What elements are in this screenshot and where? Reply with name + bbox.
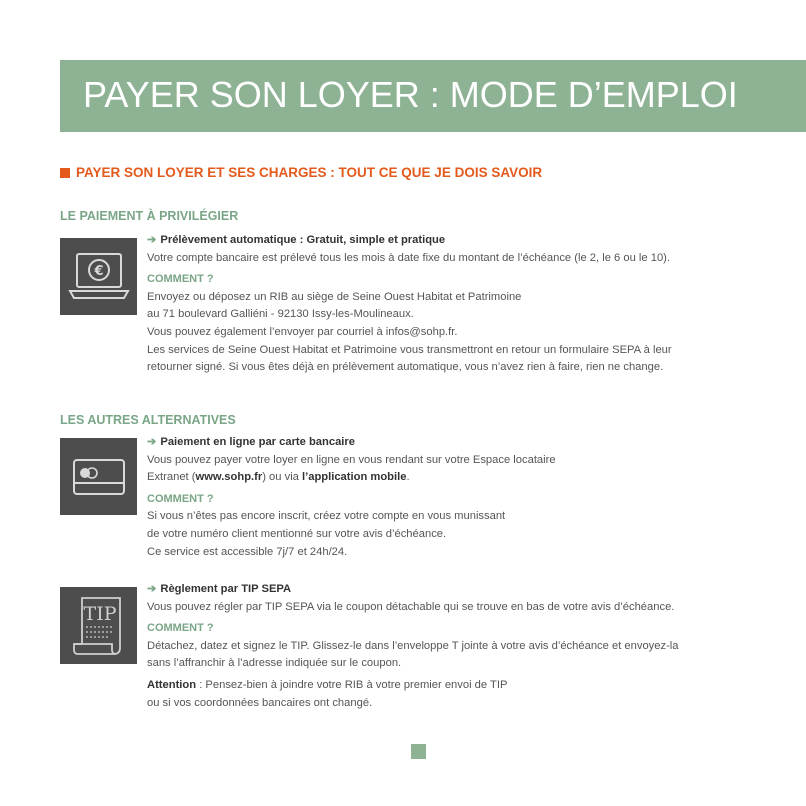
section-heading bbox=[60, 165, 542, 180]
comment-label: COMMENT ? bbox=[147, 273, 214, 286]
square-bullet-icon bbox=[60, 168, 70, 178]
preferred-payment-description: Votre compte bancaire est prélevé tous les mois à date fixe du montant de l’échéance (le 2, le 6 ou le 10). bbox=[147, 251, 671, 264]
tip-payment-title: Règlement par TIP SEPA bbox=[160, 583, 292, 595]
text-fragment: . bbox=[406, 471, 410, 484]
text-fragment: Extranet ( bbox=[147, 471, 196, 484]
svg-text:€: € bbox=[93, 263, 104, 279]
preferred-payment-line: Les services de Seine Ouest Habitat et Patrimoine vous transmettront en retour un formulaire SEPA à leur bbox=[147, 343, 672, 356]
page-footer-marker bbox=[411, 744, 426, 759]
svg-text:TIP: TIP bbox=[83, 602, 116, 625]
preferred-payment-title-row bbox=[147, 232, 757, 250]
attention-note-line: ou si vos coordonnées bancaires ont changé. bbox=[147, 696, 373, 709]
arrow-right-icon: ➔ bbox=[147, 436, 157, 448]
online-payment-title-row bbox=[147, 434, 757, 452]
online-payment-line: Ce service est accessible 7j/7 et 24h/24. bbox=[147, 545, 348, 558]
preferred-payment-block bbox=[147, 232, 757, 377]
preferred-payment-title: Prélèvement automatique : Gratuit, simple et pratique bbox=[160, 234, 446, 246]
tip-payment-line: sans l’affranchir à l’adresse indiquée sur le coupon. bbox=[147, 657, 402, 670]
text-fragment: ) ou via bbox=[262, 471, 303, 484]
preferred-payment-heading: LE PAIEMENT À PRIVILÉGIER bbox=[60, 209, 239, 223]
tip-document-icon bbox=[60, 587, 137, 664]
attention-text: : Pensez-bien à joindre votre RIB à votre premier envoi de TIP bbox=[196, 678, 508, 691]
preferred-payment-line: Vous pouvez également l’envoyer par courriel à infos@sohp.fr. bbox=[147, 325, 458, 338]
comment-label: COMMENT ? bbox=[147, 492, 214, 505]
tip-payment-block bbox=[147, 581, 757, 712]
online-payment-line: de votre numéro client mentionné sur votre avis d’échéance. bbox=[147, 527, 447, 540]
tip-payment-line: Détachez, datez et signez le TIP. Glissez-le dans l’enveloppe T jointe à votre avis d’échéance et envoyez-la bbox=[147, 639, 679, 652]
section-title: PAYER SON LOYER ET SES CHARGES : TOUT CE QUE JE DOIS SAVOIR bbox=[76, 165, 543, 180]
arrow-right-icon: ➔ bbox=[147, 583, 157, 595]
preferred-payment-line: au 71 boulevard Galliéni - 92130 Issy-les-Moulineaux. bbox=[147, 308, 414, 321]
tip-payment-title-row bbox=[147, 581, 757, 599]
mobile-app-link[interactable]: l’application mobile bbox=[302, 471, 407, 484]
preferred-payment-line: retourner signé. Si vous êtes déjà en prélèvement automatique, vous n’avez rien à faire, rien ne change. bbox=[147, 361, 664, 374]
comment-label: COMMENT ? bbox=[147, 622, 214, 635]
website-link[interactable]: www.sohp.fr bbox=[195, 471, 263, 484]
online-payment-title: Paiement en ligne par carte bancaire bbox=[160, 436, 355, 448]
online-payment-line: Si vous n’êtes pas encore inscrit, créez votre compte en vous munissant bbox=[147, 510, 506, 523]
laptop-euro-icon bbox=[60, 238, 137, 315]
attention-note bbox=[147, 677, 757, 695]
online-payment-line bbox=[147, 469, 757, 487]
page-title: PAYER SON LOYER : MODE D’EMPLOI bbox=[83, 74, 738, 115]
arrow-right-icon: ➔ bbox=[147, 234, 157, 246]
attention-label: Attention bbox=[147, 678, 197, 691]
alternatives-heading: LES AUTRES ALTERNATIVES bbox=[60, 413, 236, 427]
preferred-payment-line: Envoyez ou déposez un RIB au siège de Seine Ouest Habitat et Patrimoine bbox=[147, 290, 522, 303]
credit-card-icon bbox=[60, 438, 137, 515]
online-payment-line: Vous pouvez payer votre loyer en ligne en vous rendant sur votre Espace locataire bbox=[147, 453, 556, 466]
online-payment-block bbox=[147, 434, 757, 561]
title-banner bbox=[60, 60, 806, 132]
tip-payment-description: Vous pouvez régler par TIP SEPA via le coupon détachable qui se trouve en bas de votre avis d’échéance. bbox=[147, 600, 675, 613]
